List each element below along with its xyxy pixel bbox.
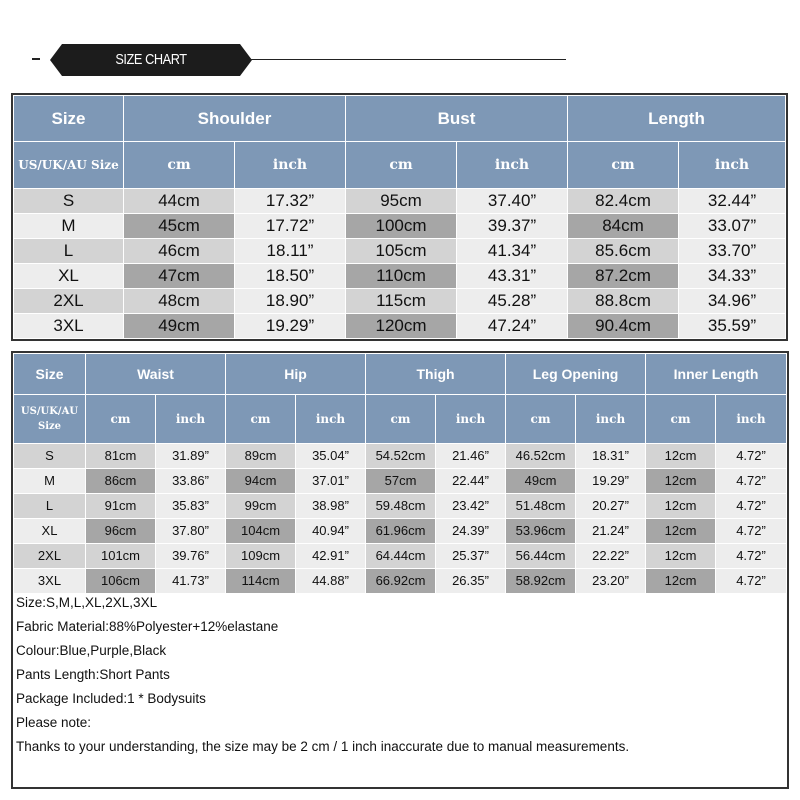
table-cell: 44cm [124, 189, 235, 214]
table-cell: 19.29” [235, 314, 346, 339]
table-cell: 101cm [86, 544, 156, 569]
table-cell: 20.27” [576, 494, 646, 519]
subheader-size: US/UK/AU Size [14, 142, 124, 189]
table-cell: 4.72” [716, 469, 787, 494]
table-cell: 57cm [366, 469, 436, 494]
table-cell: 38.98” [296, 494, 366, 519]
subheader-unit: cm [366, 395, 436, 444]
table-row [14, 469, 787, 494]
subheader-unit: cm [568, 142, 679, 189]
table-cell: 4.72” [716, 544, 787, 569]
table-cell: 105cm [346, 239, 457, 264]
table-cell: 46cm [124, 239, 235, 264]
product-info [16, 591, 786, 759]
table-cell: S [14, 444, 86, 469]
table-cell: 2XL [14, 289, 124, 314]
table-cell: 18.50” [235, 264, 346, 289]
table-cell: 91cm [86, 494, 156, 519]
banner-tab [62, 44, 240, 76]
table-cell: 47cm [124, 264, 235, 289]
table-cell: 33.07” [679, 214, 786, 239]
table-cell: 110cm [346, 264, 457, 289]
banner-dash [32, 58, 40, 60]
table-cell: 95cm [346, 189, 457, 214]
table-cell: 18.11” [235, 239, 346, 264]
subheader-unit: inch [679, 142, 786, 189]
table-header-row [14, 354, 787, 395]
subheader-unit: cm [226, 395, 296, 444]
table-cell: 2XL [14, 544, 86, 569]
table-cell: 85.6cm [568, 239, 679, 264]
table-cell: 54.52cm [366, 444, 436, 469]
info-note-text: Thanks to your understanding, the size may be 2 cm / 1 inch inaccurate due to manual measurements. [16, 739, 630, 754]
table-cell: 94cm [226, 469, 296, 494]
table-row [14, 494, 787, 519]
table-cell: XL [14, 264, 124, 289]
table-cell: 35.59” [679, 314, 786, 339]
info-package: Package Included:1 * Bodysuits [16, 691, 206, 706]
table-cell: 104cm [226, 519, 296, 544]
table-cell: L [14, 239, 124, 264]
table-cell: 66.92cm [366, 569, 436, 594]
table-cell: S [14, 189, 124, 214]
table-cell: 4.72” [716, 569, 787, 594]
table-cell: 34.33” [679, 264, 786, 289]
table-cell: 26.35” [436, 569, 506, 594]
header-length: Length [568, 96, 786, 142]
info-size: Size:S,M,L,XL,2XL,3XL [16, 595, 158, 610]
table-cell: 61.96cm [366, 519, 436, 544]
table-row [14, 544, 787, 569]
table-cell: 81cm [86, 444, 156, 469]
subheader-unit: cm [124, 142, 235, 189]
table-row [14, 569, 787, 594]
bottom-size-table-frame [11, 351, 789, 789]
table-cell: 48cm [124, 289, 235, 314]
table-cell: 82.4cm [568, 189, 679, 214]
table-cell: 53.96cm [506, 519, 576, 544]
table-cell: 109cm [226, 544, 296, 569]
subheader-unit: inch [457, 142, 568, 189]
table-cell: 24.39” [436, 519, 506, 544]
table-cell: M [14, 214, 124, 239]
info-note-label: Please note: [16, 715, 92, 730]
table-cell: 46.52cm [506, 444, 576, 469]
table-cell: 31.89” [156, 444, 226, 469]
bottom-size-table [13, 353, 787, 594]
table-cell: 58.92cm [506, 569, 576, 594]
table-cell: 12cm [646, 469, 716, 494]
header-waist: Waist [86, 354, 226, 395]
table-cell: 37.80” [156, 519, 226, 544]
table-cell: 33.70” [679, 239, 786, 264]
subheader-unit: cm [86, 395, 156, 444]
header-size: Size [14, 354, 86, 395]
table-cell: 4.72” [716, 444, 787, 469]
table-cell: 35.83” [156, 494, 226, 519]
subheader-unit: cm [346, 142, 457, 189]
size-chart-banner [0, 0, 800, 90]
table-cell: 115cm [346, 289, 457, 314]
table-row [14, 519, 787, 544]
table-cell: 34.96” [679, 289, 786, 314]
top-size-table [13, 95, 786, 339]
table-row [14, 214, 786, 239]
table-row [14, 189, 786, 214]
subheader-unit: inch [235, 142, 346, 189]
table-cell: 86cm [86, 469, 156, 494]
table-cell: 64.44cm [366, 544, 436, 569]
table-cell: 96cm [86, 519, 156, 544]
subheader-size: US/UK/AU Size [14, 395, 86, 444]
table-cell: 12cm [646, 444, 716, 469]
table-cell: 12cm [646, 544, 716, 569]
subheader-unit: inch [296, 395, 366, 444]
subheader-unit: inch [436, 395, 506, 444]
table-cell: 88.8cm [568, 289, 679, 314]
table-cell: 49cm [506, 469, 576, 494]
table-cell: 21.24” [576, 519, 646, 544]
table-cell: 37.40” [457, 189, 568, 214]
table-cell: 17.72” [235, 214, 346, 239]
info-colour: Colour:Blue,Purple,Black [16, 643, 167, 658]
table-cell: 49cm [124, 314, 235, 339]
table-cell: 18.31” [576, 444, 646, 469]
table-row [14, 444, 787, 469]
table-cell: 12cm [646, 569, 716, 594]
table-cell: 114cm [226, 569, 296, 594]
table-cell: 87.2cm [568, 264, 679, 289]
table-cell: 120cm [346, 314, 457, 339]
table-cell: 33.86” [156, 469, 226, 494]
table-cell: 41.34” [457, 239, 568, 264]
table-row [14, 239, 786, 264]
table-row [14, 264, 786, 289]
table-cell: 21.46” [436, 444, 506, 469]
table-cell: 39.37” [457, 214, 568, 239]
table-cell: 43.31” [457, 264, 568, 289]
header-shoulder: Shoulder [124, 96, 346, 142]
table-cell: XL [14, 519, 86, 544]
table-cell: 56.44cm [506, 544, 576, 569]
table-cell: 23.42” [436, 494, 506, 519]
table-cell: 25.37” [436, 544, 506, 569]
table-cell: 18.90” [235, 289, 346, 314]
table-cell: 90.4cm [568, 314, 679, 339]
info-pants-length: Pants Length:Short Pants [16, 667, 170, 682]
subheader-unit: inch [576, 395, 646, 444]
banner-title: SIZE CHART [115, 51, 187, 68]
table-cell: 39.76” [156, 544, 226, 569]
header-bust: Bust [346, 96, 568, 142]
banner-rule [250, 59, 566, 60]
header-thigh: Thigh [366, 354, 506, 395]
table-cell: L [14, 494, 86, 519]
table-cell: 45.28” [457, 289, 568, 314]
table-cell: 99cm [226, 494, 296, 519]
table-cell: 106cm [86, 569, 156, 594]
table-cell: 59.48cm [366, 494, 436, 519]
table-cell: 22.44” [436, 469, 506, 494]
table-cell: 84cm [568, 214, 679, 239]
table-cell: 89cm [226, 444, 296, 469]
table-cell: 42.91” [296, 544, 366, 569]
table-subheader-row [14, 395, 787, 444]
subheader-unit: inch [156, 395, 226, 444]
table-header-row [14, 96, 786, 142]
table-cell: 17.32” [235, 189, 346, 214]
table-cell: 22.22” [576, 544, 646, 569]
table-cell: 19.29” [576, 469, 646, 494]
subheader-unit: cm [646, 395, 716, 444]
table-cell: M [14, 469, 86, 494]
table-row [14, 314, 786, 339]
info-fabric: Fabric Material:88%Polyester+12%elastane [16, 619, 279, 634]
table-cell: 4.72” [716, 494, 787, 519]
subheader-unit: inch [716, 395, 787, 444]
table-cell: 41.73” [156, 569, 226, 594]
table-cell: 40.94” [296, 519, 366, 544]
table-cell: 4.72” [716, 519, 787, 544]
table-cell: 12cm [646, 494, 716, 519]
table-cell: 45cm [124, 214, 235, 239]
table-cell: 3XL [14, 314, 124, 339]
header-inner-length: Inner Length [646, 354, 787, 395]
table-cell: 12cm [646, 519, 716, 544]
table-cell: 23.20” [576, 569, 646, 594]
header-leg-opening: Leg Opening [506, 354, 646, 395]
table-cell: 3XL [14, 569, 86, 594]
table-cell: 32.44” [679, 189, 786, 214]
subheader-unit: cm [506, 395, 576, 444]
table-cell: 44.88” [296, 569, 366, 594]
table-cell: 37.01” [296, 469, 366, 494]
header-hip: Hip [226, 354, 366, 395]
table-subheader-row [14, 142, 786, 189]
table-cell: 100cm [346, 214, 457, 239]
table-row [14, 289, 786, 314]
table-cell: 47.24” [457, 314, 568, 339]
table-cell: 51.48cm [506, 494, 576, 519]
header-size: Size [14, 96, 124, 142]
top-size-table-frame [11, 93, 788, 341]
table-cell: 35.04” [296, 444, 366, 469]
